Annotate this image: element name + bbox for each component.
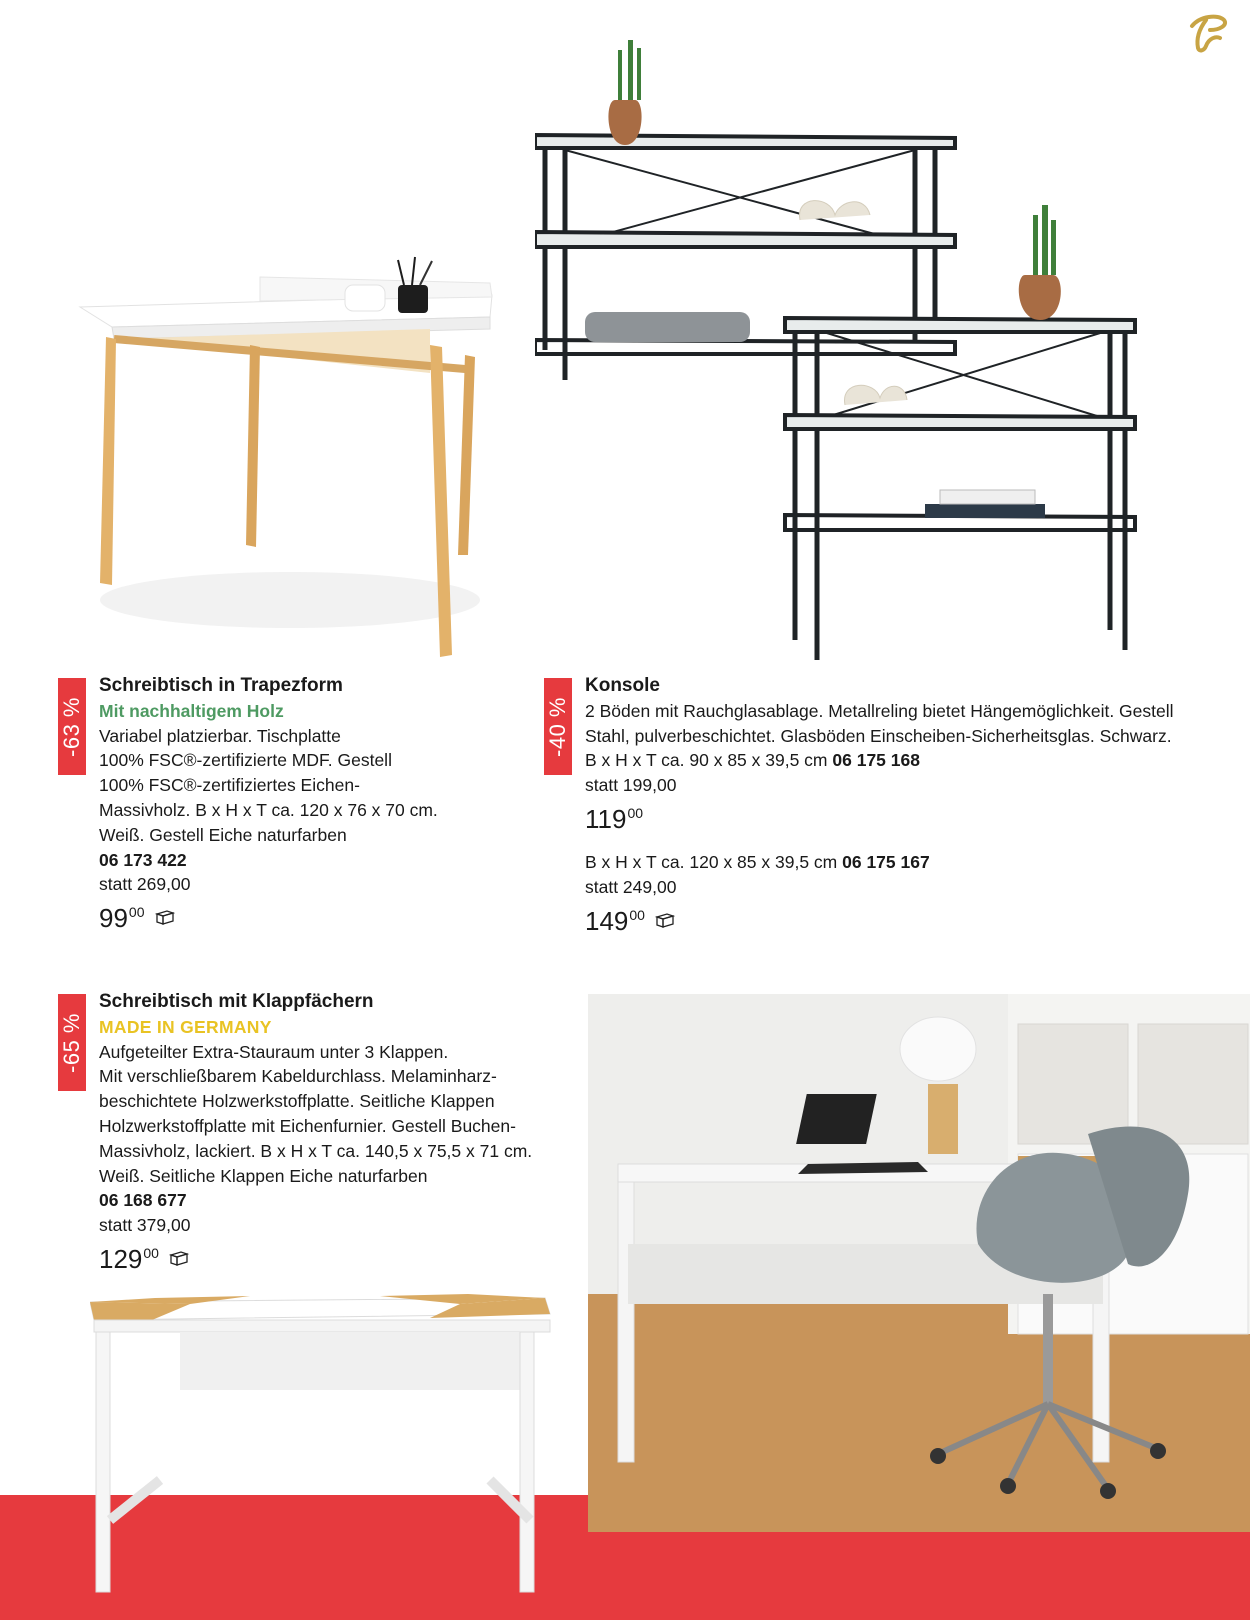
variant-dimensions: B x H x T ca. 90 x 85 x 39,5 cm bbox=[585, 750, 828, 771]
price-cents: 00 bbox=[143, 1244, 159, 1261]
discount-label: -40 % bbox=[545, 696, 571, 757]
price-main: 129 bbox=[99, 1243, 143, 1274]
old-price: statt 249,00 bbox=[585, 876, 677, 897]
price-cents: 00 bbox=[128, 904, 145, 921]
delivery-box-icon bbox=[155, 909, 175, 925]
price bbox=[585, 906, 1225, 936]
office-room-photo bbox=[588, 994, 1250, 1532]
price-main: 119 bbox=[585, 803, 627, 834]
product-description: Variabel platzierbar. Tischplatte 100% FSC®-zertifizierte MDF. Gestell 100% FSC®-zertifiziertes Eichen- Massivholz. B x H x T ca. 120 x 76 x 70 cm. Weiß. Gestell Eiche naturfarben bbox=[99, 725, 438, 845]
article-number: 06 168 677 bbox=[99, 1190, 187, 1211]
product-card-console bbox=[585, 674, 1225, 936]
price bbox=[585, 804, 1225, 834]
trapezoid-desk-image bbox=[70, 255, 510, 675]
price bbox=[99, 903, 509, 933]
price bbox=[99, 1244, 569, 1274]
product-description: 2 Böden mit Rauchglasablage. Metallreling bietet Hängemöglichkeit. Gestell Stahl, pulverbeschichtet. Glasböden Einscheiben-Sicherheitsglas. Schwarz. bbox=[585, 700, 1174, 746]
old-price: statt 199,00 bbox=[585, 775, 677, 796]
price-main: 99 bbox=[99, 903, 128, 934]
discount-badge bbox=[58, 678, 86, 775]
article-number: 06 175 168 bbox=[832, 750, 920, 771]
discount-badge bbox=[58, 994, 86, 1091]
product-card-flap-desk bbox=[99, 990, 569, 1274]
product-description: Aufgeteilter Extra-Stauraum unter 3 Klappen. Mit verschließbarem Kabeldurchlass. Melaminharz- beschichtete Holzwerkstoffplatte. Seitliche Klappen Holzwerkstoffplatte mit Eichenfurnier. Gestell Buchen- Massivholz, lackiert. B x H x T ca. 140,5 x 75,5 x 71 cm. Weiß. Seitliche Klappen Eiche naturfarben bbox=[99, 1041, 533, 1186]
price-cents: 00 bbox=[627, 804, 644, 821]
console-shelves-image bbox=[535, 20, 1175, 670]
product-title[interactable]: Schreibtisch in Trapezform bbox=[99, 675, 343, 696]
old-price: statt 269,00 bbox=[99, 874, 191, 895]
discount-badge bbox=[544, 678, 572, 775]
flap-desk-image bbox=[90, 1280, 565, 1605]
price-cents: 00 bbox=[629, 906, 645, 923]
tchibo-logo-icon[interactable] bbox=[1182, 8, 1232, 58]
product-title[interactable]: Konsole bbox=[585, 675, 660, 696]
old-price: statt 379,00 bbox=[99, 1215, 191, 1236]
product-subtitle: MADE IN GERMANY bbox=[99, 1016, 272, 1037]
variant-2-dimensions-line bbox=[585, 850, 1225, 875]
variant-dimensions: B x H x T ca. 120 x 85 x 39,5 cm bbox=[585, 851, 838, 872]
delivery-box-icon bbox=[169, 1250, 189, 1266]
product-subtitle: Mit nachhaltigem Holz bbox=[99, 700, 284, 721]
product-card-trapezoid-desk bbox=[99, 674, 509, 933]
discount-label: -65 % bbox=[59, 1012, 85, 1073]
product-title[interactable]: Schreibtisch mit Klappfächern bbox=[99, 991, 374, 1012]
delivery-box-icon bbox=[655, 912, 675, 928]
discount-label: -63 % bbox=[59, 696, 85, 757]
variant-1-dimensions-line bbox=[585, 748, 1225, 773]
article-number: 06 175 167 bbox=[842, 851, 930, 872]
price-main: 149 bbox=[585, 905, 629, 936]
article-number: 06 173 422 bbox=[99, 849, 187, 870]
